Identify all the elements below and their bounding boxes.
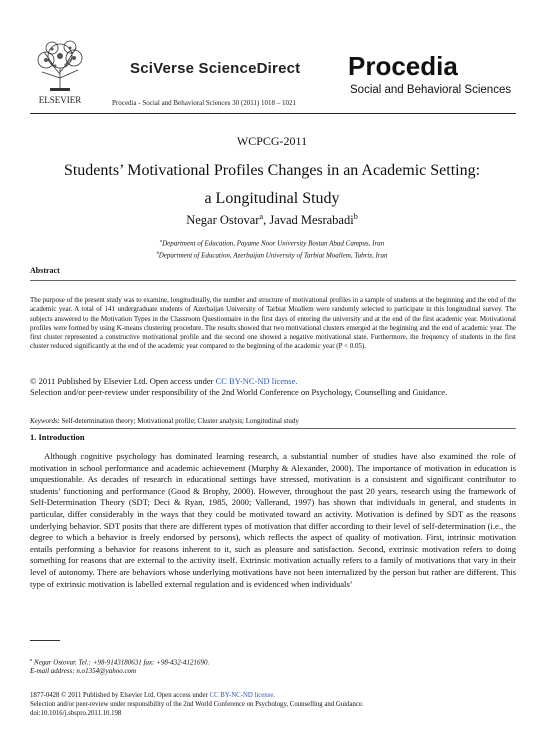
keywords — [30, 417, 516, 425]
footnote-contact — [30, 655, 516, 667]
title-line-1: Students’ Motivational Profiles Changes in an Academic Setting: — [63, 162, 481, 179]
authors — [0, 212, 544, 228]
keywords-text: : Self-determination theory; Motivational profile; Cluster analysis; Longitudinal study — [57, 417, 299, 425]
footnote-email: E-mail address: n.o1354@yahoo.com — [30, 667, 137, 676]
section-heading: 1. Introduction — [30, 432, 85, 442]
sciverse-logo: SciVerse ScienceDirect — [130, 60, 301, 77]
conference-name: WCPCG-2011 — [236, 134, 308, 148]
affiliation-a-text: Department of Education, Payame Noor University Bostan Abad Campus, Iran — [162, 239, 385, 248]
elsevier-tree-icon — [30, 38, 90, 106]
issn-text: 1877-0428 © 2011 Published by Elsevier Ltd. Open access under — [30, 692, 210, 699]
affiliation-b-mark: b — [156, 250, 159, 256]
abstract-heading: Abstract — [30, 266, 60, 275]
abstract-divider — [30, 280, 516, 281]
keywords-label: Keywords — [30, 417, 58, 425]
header-divider — [30, 113, 516, 114]
footer-license-link[interactable]: CC BY-NC-ND license. — [209, 692, 276, 699]
page-footer — [30, 692, 516, 718]
footnote — [30, 655, 516, 676]
author-1-affil: a — [259, 212, 264, 221]
peer-review-note: Selection and/or peer-review under responsibility of the 2nd World Conference on Psychology, Counselling and Guidance. — [30, 386, 448, 397]
footnote-divider — [30, 640, 60, 641]
copyright-line: © 2011 Published by Elsevier Ltd. Open access under — [30, 376, 216, 386]
affiliations — [0, 236, 544, 261]
paper-title — [0, 157, 544, 213]
author-2-affil: b — [353, 212, 358, 221]
affiliation-b-text: Department of Education, Azerbaijan University of Tarbiat Moallem, Tabriz, Iran — [158, 251, 388, 260]
footnote-mark: a — [30, 657, 33, 662]
author-1: Negar Ostovar — [186, 213, 260, 228]
abstract-text: The purpose of the present study was to examine, longitudinally, the number and structure of motivational profiles in a sample of students at the beginning and the end of the academic year. A total of 141 undergraduate students of Azerbaijan University of Tarbiat Moallem were randomly selected to participate in this longitudinal survey. The subjects answered to the Motivation Types in the Classroom Questionnaire in the first days of entering the university and at the end of the first academic year. Motivational profiles were formed by using K-means clustering procedure. The results showed that two motivational clusters emerged at the beginning and the end of academic year. The first cluster represented a constructive motivational profile and the second one showed a negative motivational state. Furthermore, the frequency of students in the first cluster reduced significantly at the end of the academic year compared to the beginning of the academic year (P < 0.05). — [30, 296, 516, 351]
affiliation-a — [0, 236, 544, 248]
license-link[interactable]: CC BY-NC-ND license. — [215, 376, 298, 386]
journal-citation: Procedia - Social and Behavioral Sciences 30 (2011) 1018 – 1021 — [112, 99, 297, 107]
affiliation-a-mark: a — [159, 238, 163, 243]
footer-peer-review: Selection and/or peer-review under responsibility of the 2nd World Conference on Psychology, Counselling and Guidance. — [30, 700, 364, 708]
procedia-logo: Procedia — [348, 51, 458, 81]
title-line-2: a Longitudinal Study — [204, 190, 340, 207]
keywords-divider — [30, 428, 516, 429]
author-separator: , — [263, 213, 270, 228]
footnote-tel: Negar Ostovar. Tel.: +98-9143180631 fax: +98-432-4121690. — [32, 658, 210, 667]
author-2: Javad Mesrabadi — [269, 213, 354, 228]
procedia-subtitle: Social and Behavioral Sciences — [350, 84, 512, 96]
issn-line — [30, 692, 516, 701]
svg-text:ELSEVIER: ELSEVIER — [38, 95, 82, 105]
elsevier-logo — [30, 38, 90, 106]
affiliation-b — [0, 248, 544, 260]
doi[interactable]: doi:10.1016/j.sbspro.2011.10.198 — [30, 709, 122, 717]
copyright-notice — [30, 376, 516, 397]
intro-paragraph: Although cognitive psychology has dominated learning research, a substantial number of studies have also examined the role of motivation in school performance and academic achievement (Murphy & Alexander, 2000). The importance of motivation in education is unquestionable. As decades of research in educational settings have stressed, motivation is a consistent and significant contributor to students’ functioning and performance (Good & Brophy, 2000). However, throughout the past 20 years, research using the framework of Self-Determination Theory (SDT; Deci & Ryan, 1985, 2000; Vallerand, 1997) has shown that individuals in general, and students in particular, differ considerably in the ways that they could be motivated toward an activity. Motivation is defined by SDT as the reasons underlying behavior. SDT posits that there are different types of motivation that differ according to their level of self-determination (i.e., the degree to which a behavior is freely endorsed by persons), which reflects the aspect of quality of motivation. First, intrinsic motivation entails performing a behavior for reasons inherent to it, such as pleasure and satisfaction. Second, extrinsic motivation refers to doing something for reasons that are external to the activity itself. Extrinsic motivation actually refers to a family of motivations that vary in their level of autonomy. There are behaviors whose underlying motivations have not been internalized by the person but rather are different. This type of extrinsic motivation is labelled external regulation and is evidenced when individuals’ — [30, 451, 516, 589]
